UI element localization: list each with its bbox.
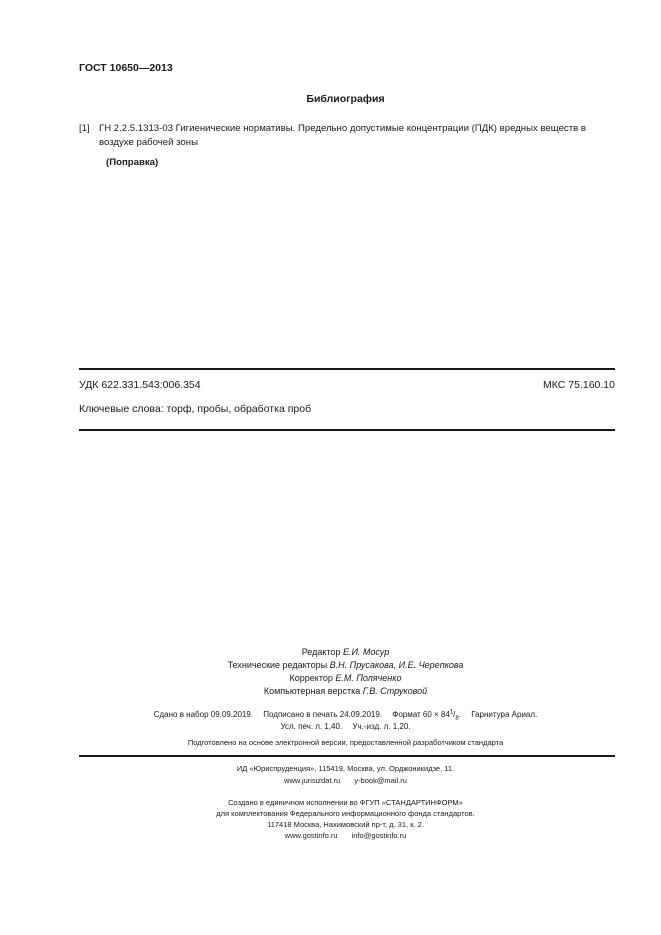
- standartinform-contacts: [0, 830, 661, 841]
- imprint-line-1: [0, 709, 661, 721]
- bibliography-entry: [79, 122, 616, 149]
- signed-date: Подписано в печать 24.09.2019.: [263, 709, 383, 719]
- standard-number: ГОСТ 10650—2013: [79, 62, 173, 74]
- standartinform-address: 117418 Москва, Нахимовский пр-т, д. 31, к. 2.: [267, 820, 424, 829]
- keywords: Ключевые слова: торф, пробы, обработка проб: [79, 403, 312, 415]
- credit-editor: Редактор Е.И. Мосур: [301, 647, 390, 657]
- gostinfo-email[interactable]: info@gostinfo.ru: [351, 831, 407, 840]
- credit-layout: Компьютерная верстка Г.В. Струковой: [263, 686, 428, 696]
- reference-text: ГН 2.2.5.1313-03 Гигиенические нормативы. Предельно допустимые концентрации (ПДК) вредных веществ в воздухе рабочей зоны: [99, 123, 586, 148]
- typeface: Гарнитура Ариал.: [471, 709, 538, 719]
- paper-format: Формат $60 \times 84^1/_8$.: [392, 709, 461, 722]
- publisher-site[interactable]: www.jurisizdat.ru: [284, 776, 341, 785]
- reference-number: [1]: [79, 123, 90, 134]
- mks-code: МКС 75.160.10: [543, 379, 615, 391]
- prepared-note: Подготовлено на основе электронной версии, предоставленной разработчиком стандарта: [187, 738, 504, 747]
- publisher-email[interactable]: y-book@mail.ru: [354, 776, 407, 785]
- divider-top: [79, 368, 615, 370]
- publisher-contacts: [0, 775, 661, 786]
- publisher-address: ИД «Юриспруденция», 115419, Москва, ул. Орджоникидзе, 11.: [236, 764, 455, 773]
- divider-middle: [79, 429, 615, 431]
- udk-code: УДК 622.331.543:006.354: [79, 379, 201, 391]
- divider-bottom: [79, 755, 615, 757]
- gostinfo-site[interactable]: www.gostinfo.ru: [284, 831, 338, 840]
- credit-corrector: Корректор Е.М. Поляченко: [289, 673, 402, 683]
- production-note: Создано в единичном исполнении во ФГУП «СТАНДАРТИНФОРМ»: [228, 798, 463, 807]
- fund-note: для комплектования Федерального информационного фонда стандартов.: [216, 809, 475, 818]
- amendment-note: (Поправка): [106, 157, 159, 168]
- print-sheets: Усл. печ. л. 1,40.: [280, 722, 343, 731]
- imprint-line-2: [0, 722, 661, 731]
- publishing-sheets: Уч.-изд. л. 1,20.: [352, 722, 411, 731]
- bibliography-title: Библиография: [306, 93, 385, 105]
- submitted-date: Сдано в набор 09.09.2019.: [153, 709, 254, 719]
- credit-tech-editors: Технические редакторы В.Н. Прусакова, И.Е. Черепкова: [227, 660, 464, 670]
